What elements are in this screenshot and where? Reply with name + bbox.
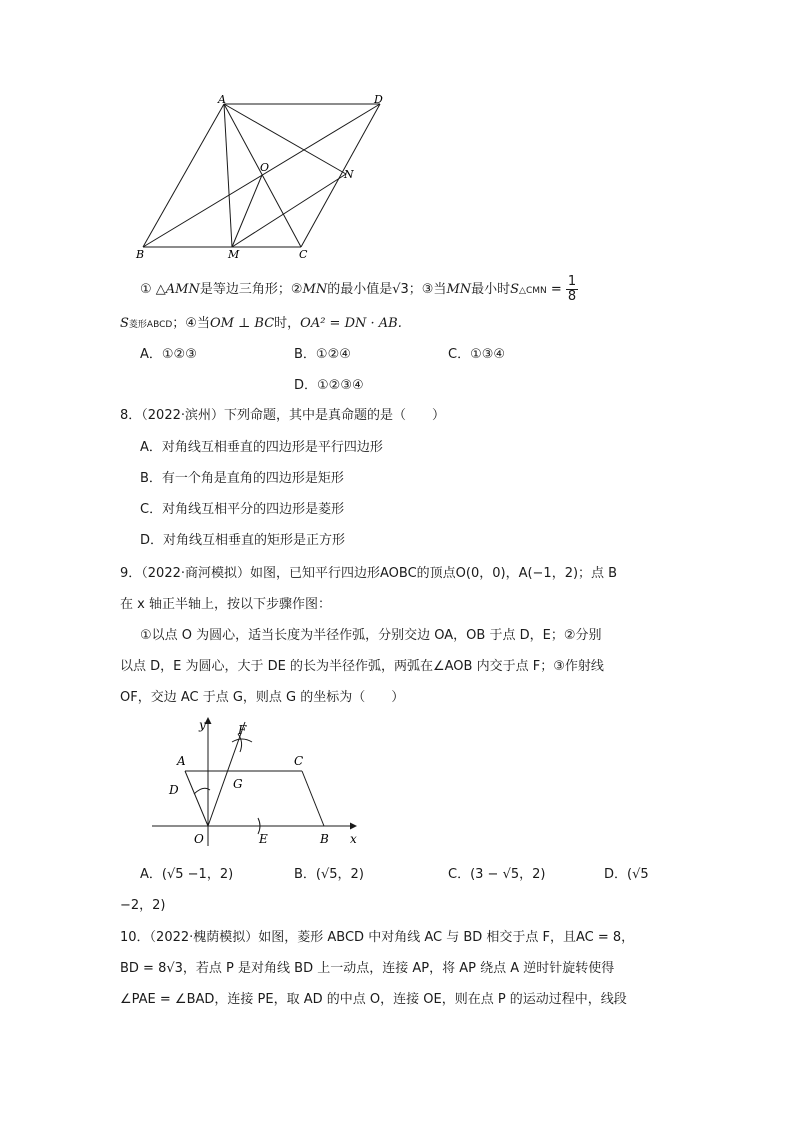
label-a: A xyxy=(218,93,226,106)
line-ac xyxy=(224,104,301,247)
q9-option-d-continued: −2，2) xyxy=(120,898,166,913)
label-g: G xyxy=(233,777,243,791)
label-b: B xyxy=(136,248,145,261)
q7-option-d[interactable]: D．①②③④ xyxy=(294,378,364,393)
q8-option-a[interactable]: A．对角线互相垂直的四边形是平行四边形 xyxy=(140,440,383,455)
label-o: O xyxy=(260,161,270,174)
line-om xyxy=(232,175,262,247)
q8-option-b[interactable]: B．有一个角是直角的四边形是矩形 xyxy=(140,471,344,486)
q9-option-c[interactable]: C．(3 − √5，2) xyxy=(448,867,546,882)
line-am xyxy=(224,104,232,247)
q9-option-d[interactable]: D．(√5 xyxy=(604,867,649,882)
label-n: N xyxy=(344,168,354,181)
rhombus-figure xyxy=(130,92,400,264)
q9-line4: 以点 D，E 为圆心，大于 DE 的长为半径作弧，两弧在∠AOB 内交于点 F；③作射线 xyxy=(120,659,604,674)
line-ab xyxy=(143,104,224,247)
q8-option-d[interactable]: D．对角线互相垂直的矩形是正方形 xyxy=(140,533,346,548)
q9-option-a[interactable]: A．(√5 −1，2) xyxy=(140,867,234,882)
line-cd xyxy=(301,104,380,247)
q9-line1: 9．（2022·商河模拟）如图，已知平行四边形AOBC的顶点O(0，0)，A(−1，2)；点 B xyxy=(120,566,618,581)
q10-line1: 10．（2022·槐荫模拟）如图，菱形 ABCD 中对角线 AC 与 BD 相交于点 F，且AC = 8， xyxy=(120,930,635,945)
q10-line2: BD = 8√3，若点 P 是对角线 BD 上一动点，连接 AP，将 AP 绕点 A 逆时针旋转使得 xyxy=(120,961,615,976)
line-oa xyxy=(185,771,208,826)
label-c: C xyxy=(294,754,304,768)
label-c: C xyxy=(299,248,308,261)
q9-line5: OF，交边 AC 于点 G，则点 G 的坐标为（ ） xyxy=(120,690,405,705)
line-mn xyxy=(232,174,346,247)
label-y: y xyxy=(199,718,206,732)
q7-statements-line2: S菱形ABCD；④当OM ⊥ BC时，OA² = DN · AB. xyxy=(120,316,402,331)
label-d: D xyxy=(374,93,383,106)
q9-line3: ①以点 O 为圆心，适当长度为半径作弧，分别交边 OA，OB 于点 D，E；②分别 xyxy=(140,628,602,643)
q7-option-b[interactable]: B．①②④ xyxy=(294,347,351,362)
q8-stem: 8．（2022·滨州）下列命题，其中是真命题的是（ ） xyxy=(120,408,445,423)
line-cb xyxy=(302,771,324,826)
label-b: B xyxy=(320,832,329,846)
label-m: M xyxy=(228,248,240,261)
q9-option-b[interactable]: B．(√5，2) xyxy=(294,867,364,882)
label-x: x xyxy=(350,832,357,846)
q7-statements-line1: ① △AMN是等边三角形；②MN的最小值是√3；③当MN最小时S△CMN = $\frac{1}{8}$ xyxy=(140,274,577,304)
label-f: F xyxy=(238,723,247,737)
q9-line2: 在 x 轴正半轴上，按以下步骤作图： xyxy=(120,597,331,612)
q10-line3: ∠PAE = ∠BAD，连接 PE，取 AD 的中点 O，连接 OE，则在点 P 的运动过程中，线段 xyxy=(120,992,627,1007)
label-a: A xyxy=(177,754,186,768)
q7-option-c[interactable]: C．①③④ xyxy=(448,347,506,362)
label-d: D xyxy=(169,783,179,797)
ray-of xyxy=(208,722,245,826)
fraction-one-eighth: $\frac{1}{8}$ xyxy=(567,274,577,304)
q7-option-a[interactable]: A．①②③ xyxy=(140,347,197,362)
arc-f1 xyxy=(232,739,252,742)
q8-option-c[interactable]: C．对角线互相平分的四边形是菱形 xyxy=(140,502,345,517)
label-e: E xyxy=(259,832,268,846)
label-o: O xyxy=(194,832,204,846)
parallelogram-figure xyxy=(148,712,368,852)
